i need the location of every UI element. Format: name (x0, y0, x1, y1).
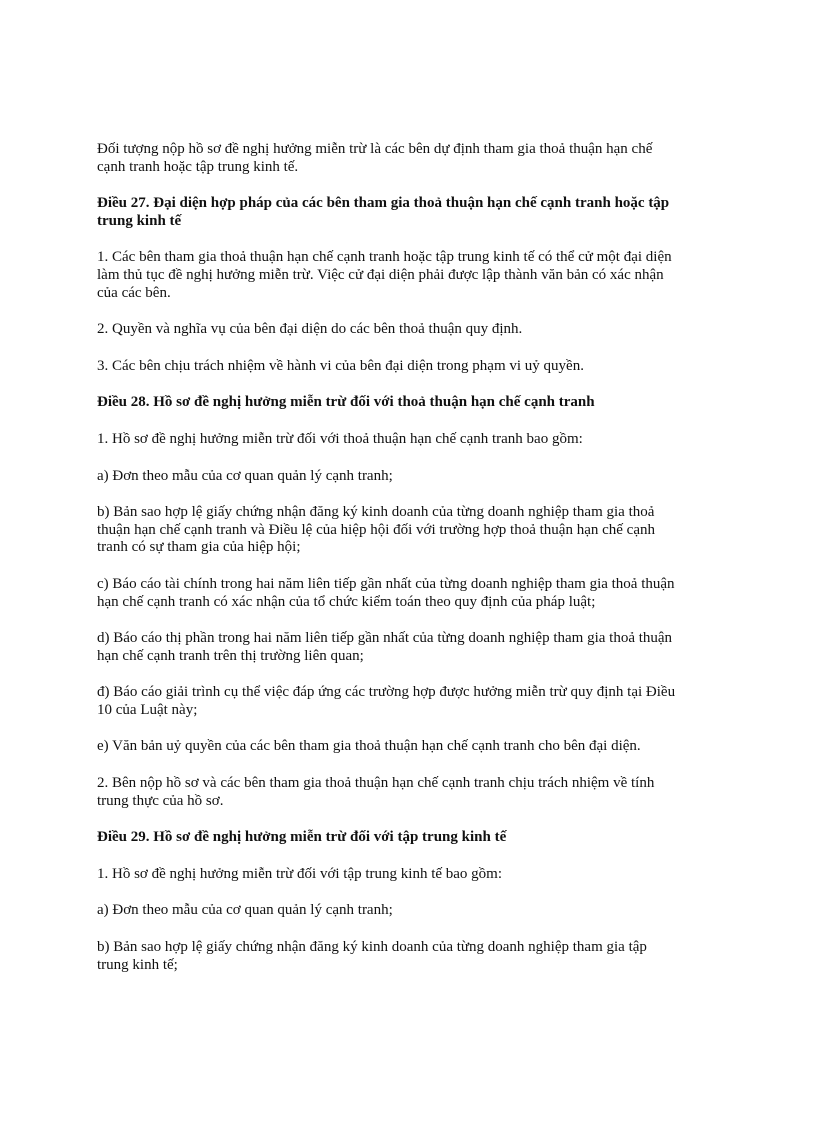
text-line: 1. Hồ sơ đề nghị hưởng miễn trừ đối với thoả thuận hạn chế cạnh tranh bao gồm: (97, 430, 583, 447)
text-line: b) Bản sao hợp lệ giấy chứng nhận đăng ký kinh doanh của từng doanh nghiệp tham gia tập (97, 939, 647, 956)
paragraph (97, 431, 737, 449)
text-line: cạnh tranh hoặc tập trung kinh tế. (97, 158, 299, 175)
paragraph (97, 576, 737, 611)
text-line: c) Báo cáo tài chính trong hai năm liên tiếp gần nhất của từng doanh nghiệp tham gia thoả thuận (97, 575, 675, 592)
text-line: 10 của Luật này; (97, 701, 198, 718)
paragraph (97, 866, 737, 884)
text-line: của các bên. (97, 284, 171, 301)
text-line: Điều 29. Hồ sơ đề nghị hưởng miễn trừ đối với tập trung kinh tế (97, 829, 507, 846)
paragraph (97, 321, 737, 339)
paragraph (97, 468, 737, 486)
text-line: d) Báo cáo thị phần trong hai năm liên tiếp gần nhất của từng doanh nghiệp tham gia thoả thuận (97, 630, 673, 647)
paragraph (97, 738, 737, 756)
paragraph (97, 775, 737, 810)
text-line: a) Đơn theo mẫu của cơ quan quản lý cạnh tranh; (97, 467, 393, 484)
text-line: thuận hạn chế cạnh tranh và Điều lệ của hiệp hội đối với trường hợp thoả thuận hạn chế cạnh (97, 521, 655, 538)
text-line: Điều 28. Hồ sơ đề nghị hưởng miễn trừ đối với thoả thuận hạn chế cạnh tranh (97, 394, 595, 411)
paragraph (97, 630, 737, 665)
text-line: b) Bản sao hợp lệ giấy chứng nhận đăng ký kinh doanh của từng doanh nghiệp tham gia thoả (97, 504, 655, 521)
paragraph (97, 939, 737, 974)
text-line: trung kinh tế; (97, 956, 178, 973)
paragraph (97, 902, 737, 920)
text-line: 2. Quyền và nghĩa vụ của bên đại diện do các bên thoả thuận quy định. (97, 321, 523, 338)
text-line: 1. Hồ sơ đề nghị hưởng miễn trừ đối với tập trung kinh tế bao gồm: (97, 865, 503, 882)
text-line: hạn chế cạnh tranh trên thị trường liên quan; (97, 647, 364, 664)
text-line: hạn chế cạnh tranh có xác nhận của tổ chức kiểm toán theo quy định của pháp luật; (97, 593, 596, 610)
text-line: Điều 27. Đại diện hợp pháp của các bên tham gia thoả thuận hạn chế cạnh tranh hoặc tập (97, 195, 670, 212)
paragraph (97, 358, 737, 376)
text-line: 2. Bên nộp hồ sơ và các bên tham gia thoả thuận hạn chế cạnh tranh chịu trách nhiệm về tính (97, 775, 655, 792)
article-heading (97, 394, 737, 412)
text-line: tranh có sự tham gia của hiệp hội; (97, 539, 301, 556)
text-line: đ) Báo cáo giải trình cụ thể việc đáp ứng các trường hợp được hưởng miễn trừ quy định tại Điều (97, 684, 676, 701)
text-line: a) Đơn theo mẫu của cơ quan quản lý cạnh tranh; (97, 902, 393, 919)
text-line: e) Văn bản uỷ quyền của các bên tham gia thoả thuận hạn chế cạnh tranh cho bên đại diện. (97, 738, 641, 755)
paragraph (97, 141, 737, 176)
article-heading (97, 195, 737, 230)
text-line: 1. Các bên tham gia thoả thuận hạn chế cạnh tranh hoặc tập trung kinh tế có thể cử một đại diện (97, 249, 672, 266)
document-page (97, 141, 737, 993)
text-line: trung thực của hồ sơ. (97, 792, 224, 809)
article-heading (97, 829, 737, 847)
text-line: trung kinh tế (97, 212, 182, 229)
paragraph (97, 684, 737, 719)
text-line: Đối tượng nộp hồ sơ đề nghị hưởng miễn trừ là các bên dự định tham gia thoả thuận hạn chế (97, 141, 653, 157)
paragraph (97, 504, 737, 557)
paragraph (97, 249, 737, 302)
text-line: 3. Các bên chịu trách nhiệm về hành vi của bên đại diện trong phạm vi uỷ quyền. (97, 357, 584, 374)
text-line: làm thủ tục đề nghị hưởng miễn trừ. Việc cử đại diện phải được lập thành văn bản có xác nhận (97, 266, 664, 283)
